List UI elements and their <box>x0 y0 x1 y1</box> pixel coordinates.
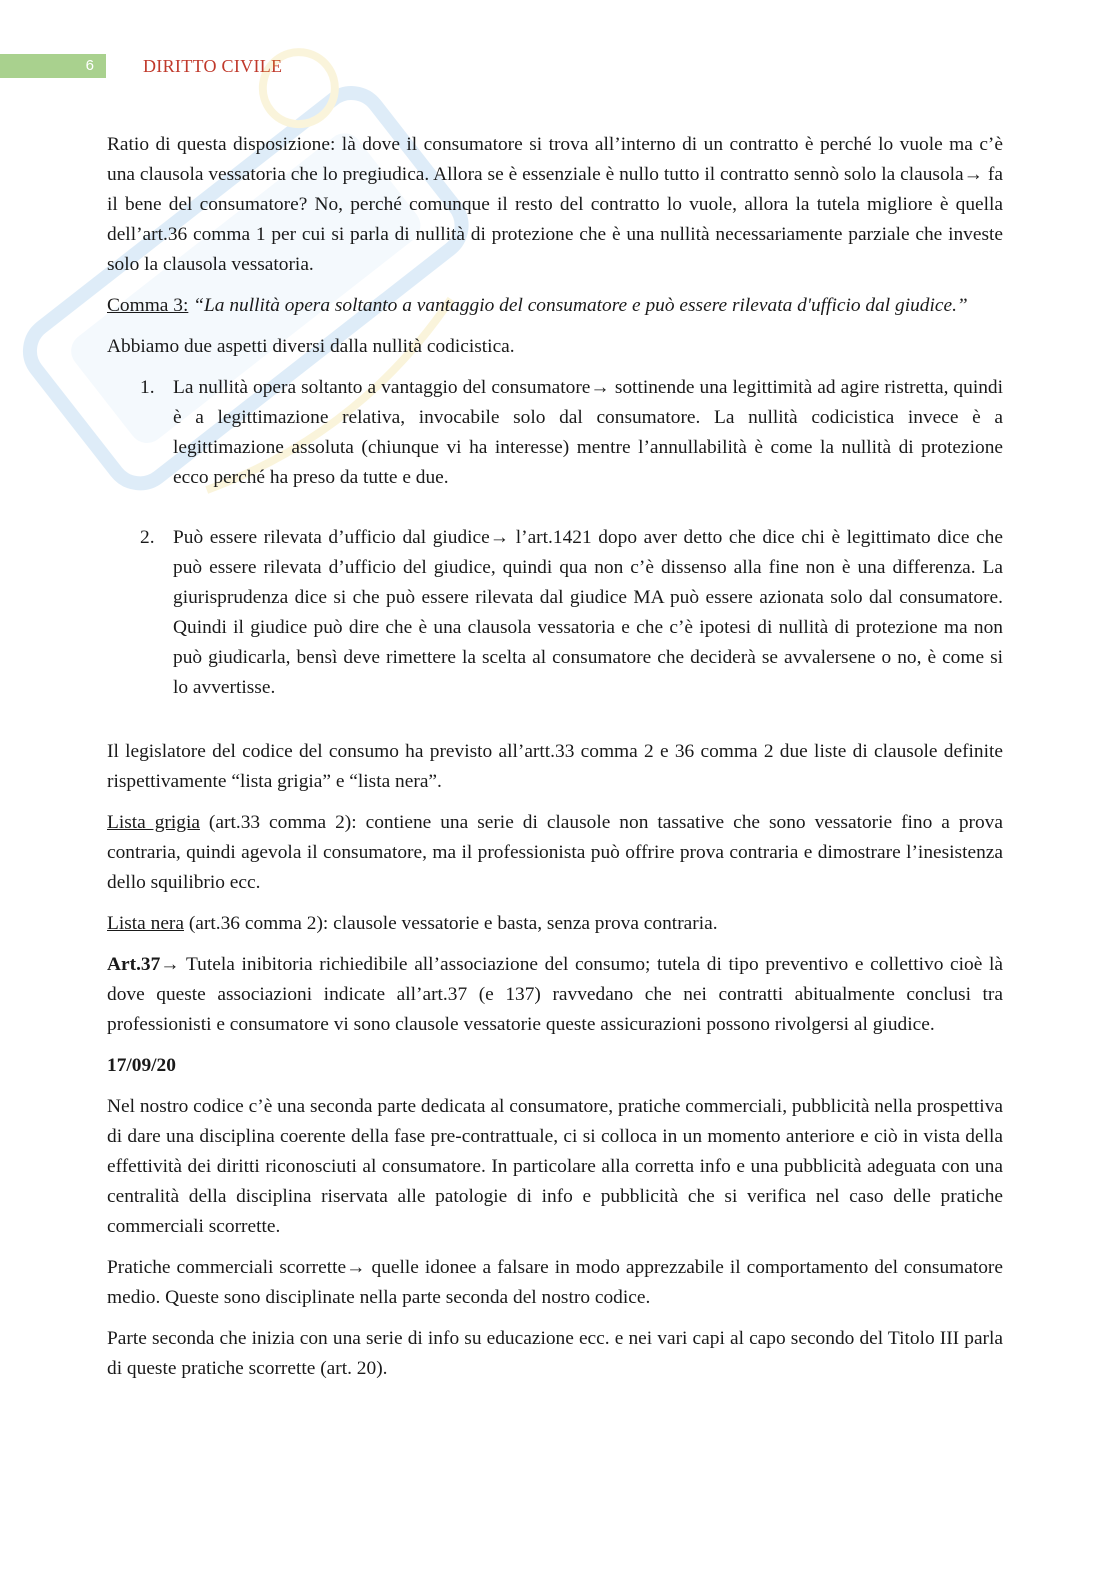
lista-nera-text: (art.36 comma 2): clausole vessatorie e basta, senza prova contraria. <box>184 913 718 934</box>
list-item <box>107 523 1003 703</box>
paragraph-seconda-parte: Nel nostro codice c’è una seconda parte dedicata al consumatore, pratiche commerciali, pubblicità nella prospettiva di dare una disciplina coerente della fase pre-contrattuale, ci si colloca in un momento anteriore e ciò in vista della effettività dei diritti riconosciuti al consumatore. In particolare alla corretta info e una pubblicità adeguata con una centralità della disciplina riservata alle patologie di info e pubblicità che si verifica nel caso delle pratiche commerciali scorrette. <box>107 1096 1003 1237</box>
paragraph-comma-3 <box>107 291 1003 321</box>
page-number: 6 <box>0 54 106 78</box>
paragraph-parte-seconda: Parte seconda che inizia con una serie di info su educazione ecc. e nei vari capi al capo secondo del Titolo III parla di queste pratiche scorrette (art. 20). <box>107 1328 1003 1379</box>
list-item-text: La nullità opera soltanto a vantaggio del consumatore→ sottinende una legittimità ad agire ristretta, quindi è a legittimazione relativa, invocabile solo dal consumatore. La nullità codicistica invece è a legittimazione assoluta (chiunque vi ha interesse) mentre l’annullabilità è come la nullità di protezione ecco perché ha preso da tutte e due. <box>173 377 1003 488</box>
list-spacer <box>107 493 1003 523</box>
section-spacer <box>107 703 1003 737</box>
art-37-label: Art.37→ <box>107 954 180 975</box>
list-item-number: 2. <box>140 527 155 548</box>
list-item <box>107 373 1003 493</box>
comma-3-label: Comma 3: <box>107 295 189 316</box>
lista-nera-label: Lista nera <box>107 913 184 934</box>
paragraph-due-aspetti: Abbiamo due aspetti diversi dalla nullità codicistica. <box>107 336 515 357</box>
comma-3-quote: “La nullità opera soltanto a vantaggio del consumatore e può essere rilevata d'ufficio dal giudice.” <box>193 295 968 316</box>
lista-grigia-label: Lista grigia <box>107 812 200 833</box>
document-body <box>107 130 1003 1395</box>
list-item-number: 1. <box>140 377 155 398</box>
paragraph-lista-grigia <box>107 808 1003 898</box>
paragraph-ratio: Ratio di questa disposizione: là dove il consumatore si trova all’interno di un contratto è perché lo vuole ma c’è una clausola vessatoria che lo pregiudica. Allora se è essenziale è nullo tutto il contratto sennò solo la clausola→ fa il bene del consumatore? No, perché comunque il resto del contratto lo vuole, allora la tutela migliore è quella dell’art.36 comma 1 per cui si parla di nullità di protezione che è una nullità necessariamente parziale che investe solo la clausola vessatoria. <box>107 134 1003 275</box>
paragraph-lista-nera <box>107 909 1003 939</box>
list-item-text: Può essere rilevata d’ufficio dal giudice→ l’art.1421 dopo aver detto che dice chi è legittimato dice che può essere rilevata d’ufficio del giudice, quindi qua non c’è dissenso alla fine non è una differenza. La giurisprudenza dice si che può essere rilevata dal giudice MA può essere azionata solo dal consumatore. Quindi il giudice può dire che è una clausola vessatoria e che c’è ipotesi di nullità di protezione ma non può giudicarla, bensì deve rimettere la scelta al consumatore che deciderà se avvalersene o no, è come si lo avvertisse. <box>173 527 1003 698</box>
paragraph-pratiche-scorrette: Pratiche commerciali scorrette→ quelle idonee a falsare in modo apprezzabile il comportamento del consumatore medio. Queste sono disciplinate nella parte seconda del nostro codice. <box>107 1257 1003 1308</box>
date-heading: 17/09/20 <box>107 1055 176 1076</box>
paragraph-art-37 <box>107 950 1003 1040</box>
aspects-list <box>107 373 1003 703</box>
paragraph-legislatore: Il legislatore del codice del consumo ha previsto all’artt.33 comma 2 e 36 comma 2 due liste di clausole definite rispettivamente “lista grigia” e “lista nera”. <box>107 741 1003 792</box>
art-37-text: Tutela inibitoria richiedibile all’associazione del consumo; tutela di tipo preventivo e collettivo cioè là dove queste associazioni indicate all’art.37 (e 137) ravvedano che nei contratti abitualmente conclusi tra professionisti e consumatore vi sono clausole vessatorie queste assicurazioni possono rivolgersi al giudice. <box>107 954 1003 1035</box>
running-title: DIRITTO CIVILE <box>143 56 283 76</box>
lista-grigia-text: (art.33 comma 2): contiene una serie di clausole non tassative che sono vessatorie fino a prova contraria, quindi agevola il consumatore, ma il professionista può offrire prova contraria e dimostrare l’inesistenza dello squilibrio ecc. <box>107 812 1003 893</box>
